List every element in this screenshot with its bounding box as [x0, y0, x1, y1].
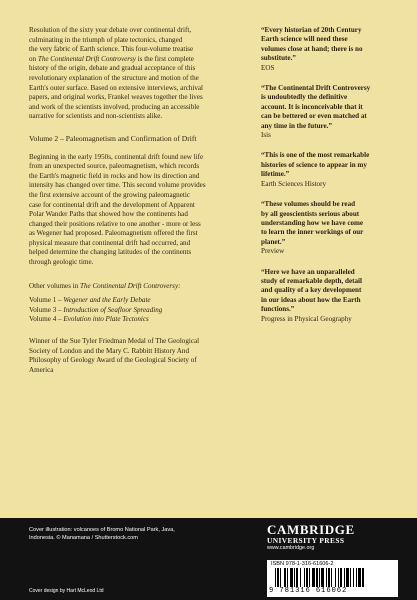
credit-line: Cover illustration: volcanoes of Bromo National Park, Java,: [29, 527, 175, 533]
quote-line: “This is one of the most remarkable: [261, 151, 370, 160]
description-line: the Earth's magnetic field in rocks and how its direction and: [29, 171, 200, 180]
barcode-digits: 9 781316 616062: [269, 587, 348, 595]
description-line: Polar Wander Paths that showed how the continents had: [29, 210, 188, 219]
review-quotes: [261, 26, 399, 335]
review-quote: [261, 26, 399, 73]
volume-number: Volume 4 –: [29, 315, 64, 324]
award-line: Philosophy of Geology Award of the Geological Society of: [29, 356, 197, 365]
cover-illustration-credit: [29, 526, 229, 542]
intro-line: Resolution of the sixty year debate over continental drift,: [29, 26, 192, 34]
quote-text: [261, 200, 399, 247]
quote-line: Earth science will need these: [261, 35, 348, 44]
review-quote: [261, 84, 399, 140]
quote-text: [261, 26, 399, 64]
review-quote: [261, 151, 399, 189]
quote-line: substitute.”: [261, 54, 296, 63]
quote-line: by all geoscientists serious about: [261, 209, 360, 218]
intro-line: narrative for scientists and non-scientists alike.: [29, 112, 163, 121]
isbn-label: ISBN 978-1-316-61606-2: [271, 561, 334, 567]
review-quote: [261, 268, 399, 324]
publisher-logo: [267, 523, 397, 552]
quote-line: “These volumes should be read: [261, 200, 356, 209]
quote-line: account. It is inconceivable that it: [261, 102, 363, 111]
quote-line: functions.”: [261, 305, 295, 314]
description-line: changed their positions relative to one another - more or less: [29, 219, 201, 228]
quote-source: Progress in Physical Geography: [261, 314, 352, 323]
quote-line: any time in the future.”: [261, 121, 332, 130]
quote-line: “Here we have an unparalleled: [261, 267, 355, 276]
isbn-barcode: [267, 560, 398, 597]
volume-heading: Volume 2 – Paleomagnetism and Confirmation of Drift: [29, 133, 197, 143]
volume-description: [29, 153, 251, 268]
award-paragraph: [29, 337, 251, 375]
quote-source: Earth Sciences History: [261, 179, 327, 188]
series-title: The Continental Drift Controversy: [37, 54, 136, 63]
quote-line: volumes close at hand; there is no: [261, 44, 363, 53]
quote-source: Isis: [261, 131, 271, 140]
other-volumes-list: [29, 296, 251, 325]
quote-source: Preview: [261, 247, 285, 256]
volume-item: [29, 315, 251, 325]
quote-line: understanding how we have come: [261, 218, 364, 227]
description-line: the first extensive account of the growing paleomagnetic: [29, 190, 190, 199]
volume-number: Volume 3 –: [29, 305, 64, 314]
quote-text: [261, 84, 399, 131]
quote-line: lifetime.”: [261, 170, 290, 179]
cover-design-credit: Cover design by Hart McLeod Ltd: [29, 588, 104, 594]
quote-line: “Every historian of 20th Century: [261, 26, 362, 34]
intro-line: Earth's outer surface. Based on extensive interviews, archival: [29, 83, 204, 92]
description-line: Beginning in the early 1950s, continental drift found new life: [29, 152, 204, 161]
quote-line: study of remarkable depth, detail: [261, 276, 362, 285]
intro-paragraph: [29, 26, 251, 122]
other-volumes-series-title: The Continental Drift Controversy:: [80, 281, 181, 290]
other-volumes-prefix: Other volumes in: [29, 281, 81, 290]
quote-line: is undoubtedly the definitive: [261, 93, 348, 102]
footer-band: [0, 518, 417, 600]
description-line: through geologic time.: [29, 258, 94, 267]
other-volumes-heading: [29, 282, 251, 292]
intro-line: revolutionary explanation of the structure and motion of the: [29, 73, 199, 82]
volume-title: Introduction of Seafloor Spreading: [63, 305, 163, 314]
intro-line: history of the origin, debate and gradual acceptance of this: [29, 64, 196, 73]
publisher-url: www.cambridge.org: [267, 545, 315, 551]
intro-line: culminating in the triumph of plate tectonics, changed: [29, 35, 183, 44]
review-quote: [261, 200, 399, 256]
volume-title: Evolution into Plate Tectonics: [63, 315, 149, 324]
description-line: from an unexpected source, paleomagnetism, which records: [29, 162, 200, 171]
quote-line: planet.”: [261, 237, 286, 246]
intro-line: and work of the scientists involved, producing an accessible: [29, 102, 200, 111]
intro-line: is the first complete: [135, 54, 194, 63]
volume-title: Wegener and the Early Debate: [63, 296, 151, 305]
award-line: Winner of the Sue Tyler Friedman Medal of The Geological: [29, 337, 200, 346]
volume-item: [29, 306, 251, 316]
award-line: America: [29, 365, 54, 374]
quote-line: and quality of a key development: [261, 286, 362, 295]
publisher-name: CAMBRIDGE: [267, 522, 355, 537]
quote-line: “The Continental Drift Controversy: [261, 84, 371, 93]
barcode-icon: [275, 568, 393, 587]
quote-text: [261, 268, 399, 315]
description-line: physical measure that continental drift had occurred, and: [29, 238, 191, 247]
publisher-subname: UNIVERSITY PRESS: [267, 536, 345, 545]
description-line: intensity has changed over time. This second volume provides: [29, 181, 206, 190]
quote-line: can be bettered or even matched at: [261, 112, 367, 121]
volume-number: Volume 1 –: [29, 296, 64, 305]
quote-source: EOS: [261, 63, 275, 72]
quote-line: to learn the inner workings of our: [261, 228, 364, 237]
award-line: Society of London and the Mary C. Rabbitt History And: [29, 346, 189, 355]
quote-line: in our ideas about how the Earth: [261, 295, 361, 304]
back-cover-main-text: [29, 26, 251, 375]
quote-text: [261, 151, 399, 179]
intro-line: on: [29, 54, 38, 63]
volume-item: [29, 296, 251, 306]
quote-line: histories of science to appear in my: [261, 160, 367, 169]
intro-line: the very fabric of Earth science. This four-volume treatise: [29, 45, 194, 54]
description-line: as Wegener had proposed. Paleomagnetism offered the first: [29, 229, 198, 238]
credit-line: Indonesia. © Manamana / Shutterstock.com: [29, 535, 138, 541]
description-line: case for continental drift and the development of Apparent: [29, 200, 195, 209]
description-line: helped determine the changing latitudes of the continents: [29, 248, 192, 257]
intro-line: papers, and original works, Frankel weaves together the lives: [29, 93, 203, 102]
